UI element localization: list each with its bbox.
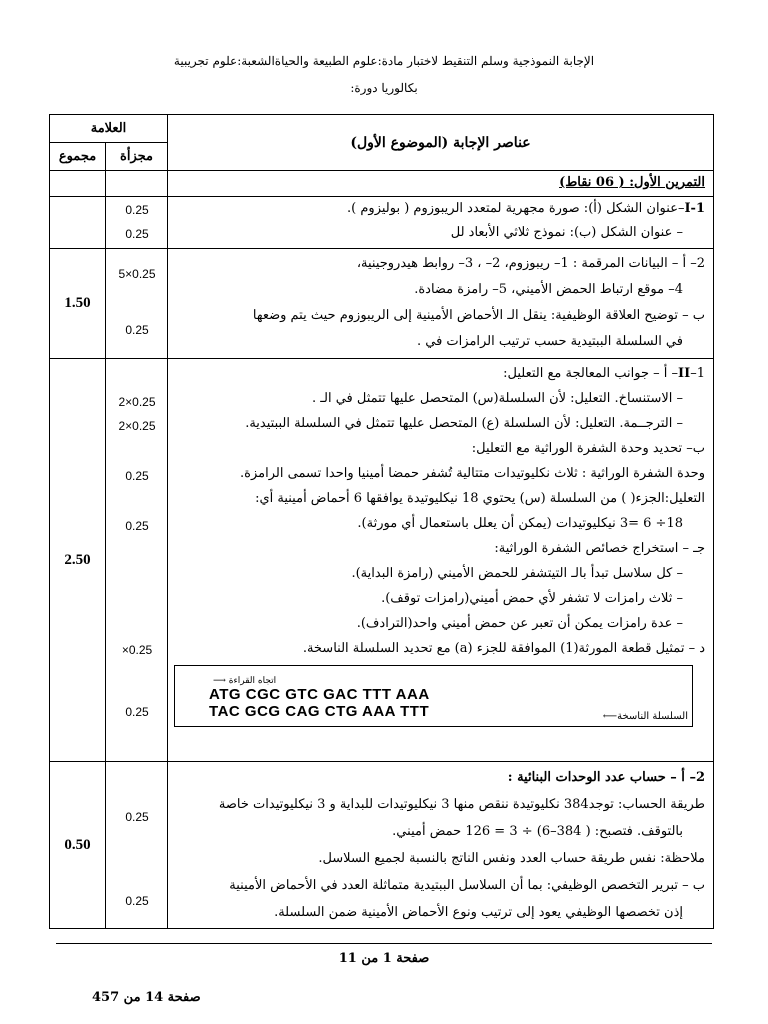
score-value: 0.25 [125,810,149,824]
answer-line: جـ – استخراج خصائص الشفرة الوراثية: [494,541,705,556]
document-header-title: الإجابة النموذجية وسلم التنقيط لاختبار مادة:علوم الطبيعة والحياةالشعبة:علوم تجريبية [173,54,595,68]
answer-line: د – تمثيل قطعة المورثة(1) الموافقة للجزء (a) مع تحديد السلسلة الناسخة. [302,641,705,656]
score-value: 0.25 [125,705,149,719]
section-i2 [168,249,714,359]
answer-elements-header: عناصر الإجابة (الموضوع الأول) [168,115,714,171]
score-value: 5×0.25 [118,267,156,281]
answer-line: 2– أ – حساب عدد الوحدات البنائية : [507,770,705,785]
dna-sequence-box [174,665,693,727]
answer-line: في السلسلة الببتيدية حسب ترتيب الرامزات في . [416,334,683,349]
answer-line: – عدة رامزات يمكن أن تعبر عن حمض أميني واحد(الترادف). [356,616,683,631]
dna-strand-1: ATG CGC GTC GAC TTT AAA [209,686,430,703]
answer-line: ملاحظة: نفس طريقة حساب العدد ونفس الناتج بالنسبة لجميع السلاسل. [318,851,705,866]
answer-line: طريقة الحساب: توجد384 نكليوتيدة ننقص منها 3 نيكليوتيدات للبداية و 3 نيكليوتيدات خاصة [218,797,705,812]
document-header-session: بكالوريا دورة: [350,81,418,95]
section-ii1-total: 2.50 [50,359,106,762]
section-ii2-total: 0.50 [50,762,106,929]
section-i1-scores [106,197,168,249]
answer-line: 18÷ 6 =3 نيكليوتيدات (يمكن أن يعلل باستعمال أي مورثة). [357,516,683,531]
score-value: 2×0.25 [118,395,156,409]
score-value: 0.25 [125,323,149,337]
section-ii2-scores [106,762,168,929]
section-ii2 [168,762,714,929]
answer-line: – الاستنساخ. التعليل: لأن السلسلة(س) المتحصل عليها تتمثل في الـ . [311,391,683,406]
answer-line: II–1– أ – جوانب المعالجة مع التعليل: [503,366,705,381]
score-value: ×0.25 [121,643,153,657]
score-value: 0.25 [125,203,149,217]
answer-line: – الترجــمة. التعليل: لأن السلسلة (ع) المتحصل عليها تتمثل في السلسلة الببتيدية. [245,416,683,431]
answer-line: – ثلاث رامزات لا تشفر لأي حمض أميني(رامزات توقف). [381,591,683,606]
total-page-number: صفحة 14 من 457 [92,990,201,1005]
answer-line: التعليل:الجزء( ) من السلسلة (س) يحتوي 18 نيكليوتيدة يوافقها 6 أحماض أمينية أي: [255,491,705,506]
score-value: 0.25 [125,469,149,483]
answer-line: ب– تحديد وحدة الشفرة الوراثية مع التعليل: [471,441,705,456]
footer-divider [56,943,712,944]
answer-line: 4– موقع ارتباط الحمض الأميني، 5– رامزة مضادة. [414,282,683,297]
partial-header: مجزأة [106,143,168,171]
template-strand-label: السلسلة الناسخة⟵ [602,711,688,722]
total-header: مجموع [50,143,106,171]
section-i2-scores [106,249,168,359]
section-ii1 [168,359,714,762]
answer-line: بالتوقف. فتصبح: ( 384–6) ÷ 3 = 126 حمض أميني. [392,824,683,839]
section-ii1-scores [106,359,168,762]
section-i1 [168,197,714,249]
reading-direction-arrow-icon: ⟶ [213,676,226,686]
exercise-title: التمرين الأول: ( 06 نقاط) [168,171,714,197]
page-number: صفحة 1 من 11 [338,951,430,966]
template-strand-arrow-icon: ⟵ [602,711,618,722]
answer-line: ب – تبرير التخصص الوظيفي: بما أن السلاسل الببتيدية متماثلة العدد في الأحماض الأمينية [229,878,705,893]
score-value: 0.25 [125,519,149,533]
answer-line: إذن تخصصها الوظيفي يعود إلى ترتيب ونوع الأحماض الأمينية ضمن السلسلة. [274,905,683,920]
answer-line: – كل سلاسل تبدأ بالـ التيتشفر للحمض الأميني (رامزة البداية). [351,566,683,581]
reading-direction-label: اتجاه القراءة ⟶ [213,676,277,686]
answer-line: – عنوان الشكل (ب): نموذج ثلاثي الأبعاد لل [450,225,683,240]
answer-line: I-1–عنوان الشكل (أ): صورة مجهرية لمتعدد الريبوزوم ( بوليزوم ). [347,201,705,216]
mark-header: العلامة [50,115,168,143]
answer-line: وحدة الشفرة الوراثية : ثلاث نكليوتيدات متتالية تُشفر حمضا أمينيا واحدا تسمى الرامزة. [240,466,705,481]
score-value: 0.25 [125,894,149,908]
dna-strand-2: TAC GCG CAG CTG AAA TTT [209,703,430,720]
answer-line: 2– أ – البيانات المرقمة : 1– ريبوزوم، 2– ، 3– روابط هيدروجينية، [356,256,705,271]
section-i2-total: 1.50 [50,249,106,359]
answer-table [49,114,714,929]
score-value: 2×0.25 [118,419,156,433]
answer-line: ب – توضيح العلاقة الوظيفية: ينقل الـ الأحماض الأمينية إلى الريبوزوم حيث يتم وضعها [252,308,705,323]
score-value: 0.25 [125,227,149,241]
